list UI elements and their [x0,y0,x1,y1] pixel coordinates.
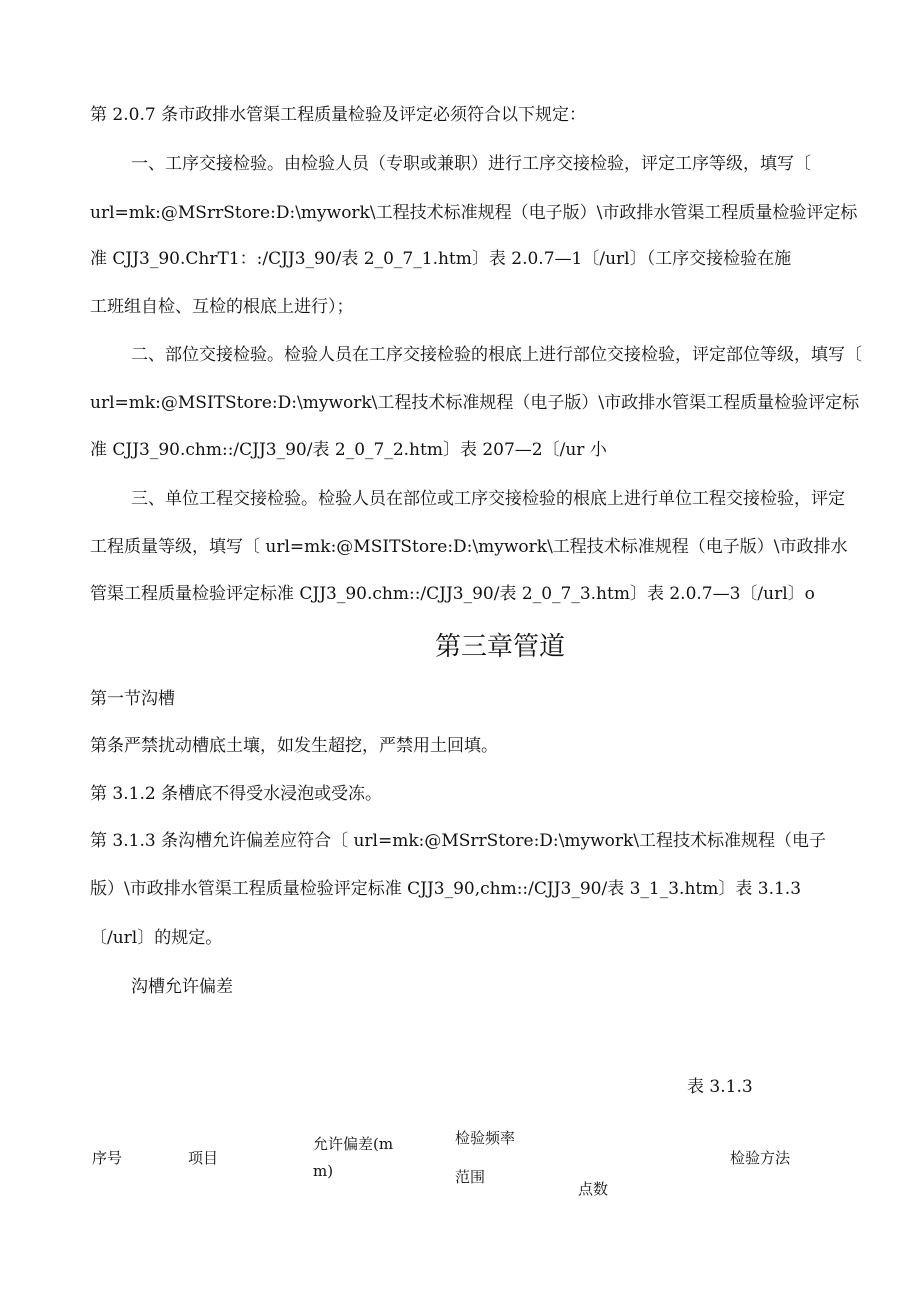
item-3-line-3: 管渠工程质量检验评定标准 CJJ3_90.chm::/CJJ3_90/表 2_0_7_3.htm〕表 2.0.7—3〔/url〕o [90,584,815,604]
item-2-line-1: 二、部位交接检验。检验人员在工序交接检验的根底上进行部位交接检验，评定部位等级，填写〔 [131,345,862,365]
item-3-line-1: 三、单位工程交接检验。检验人员在部位或工序交接检验的根底上进行单位工程交接检验，评定 [131,489,845,509]
table-header-points: 点数 [578,1180,609,1198]
table-number: 表 3.1.3 [687,1077,753,1097]
item-1-line-2: url=mk:@MSrrStore:D:\mywork\工程技术标准规程（电子版）\市政排水管渠工程质量检验评定标 [90,203,858,223]
item-2-line-2: url=mk:@MSITStore:D:\mywork\工程技术标准规程（电子版）\市政排水管渠工程质量检验评定标 [90,393,860,413]
clause-3-1-3-line-1: 第 3.1.3 条沟槽允许偏差应符合〔 url=mk:@MSrrStore:D:\mywork\工程技术标准规程（电子 [90,831,827,851]
clause-3-1-1: 第条严禁扰动槽底土壤，如发生超挖，严禁用土回填。 [90,736,498,756]
item-1-line-3: 准 CJJ3_90.ChrT1：:/CJJ3_90/表 2_0_7_1.htm〕表 2.0.7—1〔/url〕（工序交接检验在施 [90,249,792,269]
table-header-index: 序号 [92,1149,123,1167]
table-header-tolerance-line-2: m) [313,1162,334,1180]
clause-3-1-2: 第 3.1.2 条槽底不得受水浸泡或受冻。 [90,784,383,804]
clause-3-1-3-line-3: 〔/url〕的规定。 [90,928,223,948]
table-header-method: 检验方法 [730,1149,791,1167]
table-caption: 沟槽允许偏差 [131,977,233,997]
chapter-title: 第三章管道 [434,632,565,662]
clause-3-1-3-line-2: 版）\市政排水管渠工程质量检验评定标准 CJJ3_90,chm::/CJJ3_90/表 3_1_3.htm〕表 3.1.3 [90,879,802,899]
item-1-line-1: 一、工序交接检验。由检验人员（专职或兼职）进行工序交接检验，评定工序等级，填写〔 [131,154,811,174]
section-title: 第一节沟槽 [90,689,175,709]
clause-2-0-7-heading: 第 2.0.7 条市政排水管渠工程质量检验及评定必须符合以下规定： [90,105,587,125]
table-header-item: 项目 [188,1149,219,1167]
table-header-frequency: 检验频率 [455,1129,516,1147]
table-header-tolerance-line-1: 允许偏差(m [313,1135,394,1153]
item-1-line-4: 工班组自检、互检的根底上进行）； [90,297,354,317]
item-3-line-2: 工程质量等级，填写〔 url=mk:@MSITStore:D:\mywork\工程技术标准规程（电子版）\市政排水 [90,537,848,557]
table-header-range: 范围 [455,1168,486,1186]
item-2-line-3: 准 CJJ3_90.chm::/CJJ3_90/表 2_0_7_2.htm〕表 207—2〔/ur 小 [90,440,607,460]
